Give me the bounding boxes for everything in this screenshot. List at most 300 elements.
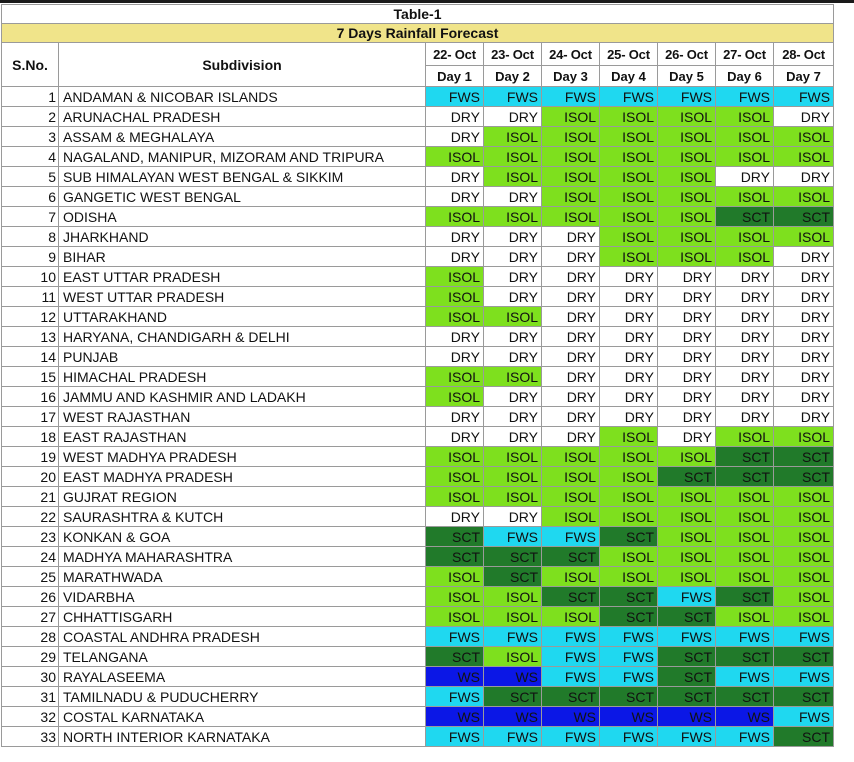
forecast-cell: DRY [600, 407, 658, 427]
forecast-cell: ISOL [426, 387, 484, 407]
forecast-cell: SCT [716, 647, 774, 667]
forecast-cell: ISOL [658, 527, 716, 547]
subdivision-name: HIMACHAL PRADESH [59, 367, 426, 387]
forecast-cell: ISOL [542, 167, 600, 187]
forecast-cell: ISOL [484, 587, 542, 607]
forecast-cell: DRY [426, 407, 484, 427]
forecast-cell: DRY [484, 187, 542, 207]
table-row [2, 167, 834, 187]
forecast-cell: ISOL [600, 167, 658, 187]
forecast-cell: SCT [542, 547, 600, 567]
subdivision-name: TELANGANA [59, 647, 426, 667]
table-row [2, 607, 834, 627]
forecast-cell: ISOL [484, 167, 542, 187]
forecast-cell: ISOL [774, 527, 834, 547]
subdivision-name: PUNJAB [59, 347, 426, 367]
forecast-cell: DRY [426, 227, 484, 247]
forecast-cell: DRY [484, 227, 542, 247]
forecast-cell: SCT [658, 667, 716, 687]
table-row [2, 587, 834, 607]
forecast-cell: FWS [542, 667, 600, 687]
forecast-cell: ISOL [658, 567, 716, 587]
subdivision-header: Subdivision [59, 43, 426, 87]
forecast-cell: ISOL [542, 187, 600, 207]
forecast-cell: ISOL [658, 167, 716, 187]
subdivision-name: EAST RAJASTHAN [59, 427, 426, 447]
subdivision-name: COSTAL KARNATAKA [59, 707, 426, 727]
forecast-cell: SCT [658, 647, 716, 667]
table-row [2, 127, 834, 147]
forecast-cell: DRY [658, 407, 716, 427]
table-row [2, 147, 834, 167]
date-header: 24- Oct [542, 43, 600, 66]
forecast-cell: ISOL [426, 207, 484, 227]
serial-number: 14 [2, 347, 59, 367]
forecast-cell: DRY [774, 307, 834, 327]
forecast-cell: DRY [484, 347, 542, 367]
table-row [2, 107, 834, 127]
subdivision-name: BIHAR [59, 247, 426, 267]
forecast-cell: FWS [774, 707, 834, 727]
table-row [2, 267, 834, 287]
serial-number: 30 [2, 667, 59, 687]
forecast-cell: ISOL [484, 607, 542, 627]
forecast-cell: SCT [600, 527, 658, 547]
table-row [2, 727, 834, 747]
forecast-cell: ISOL [600, 547, 658, 567]
forecast-cell: ISOL [426, 447, 484, 467]
forecast-cell: FWS [600, 727, 658, 747]
subtitle-row [2, 24, 834, 43]
forecast-cell: FWS [426, 687, 484, 707]
serial-number: 9 [2, 247, 59, 267]
forecast-cell: ISOL [658, 127, 716, 147]
forecast-cell: SCT [658, 687, 716, 707]
table-row [2, 307, 834, 327]
subdivision-name: WEST RAJASTHAN [59, 407, 426, 427]
subdivision-name: HARYANA, CHANDIGARH & DELHI [59, 327, 426, 347]
forecast-cell: DRY [600, 367, 658, 387]
forecast-cell: FWS [542, 627, 600, 647]
forecast-cell: ISOL [716, 147, 774, 167]
forecast-cell: FWS [600, 667, 658, 687]
forecast-cell: SCT [542, 687, 600, 707]
forecast-cell: ISOL [484, 447, 542, 467]
subdivision-name: WEST UTTAR PRADESH [59, 287, 426, 307]
table-row [2, 527, 834, 547]
serial-number: 8 [2, 227, 59, 247]
forecast-cell: FWS [484, 627, 542, 647]
forecast-cell: FWS [484, 527, 542, 547]
day-header: Day 5 [658, 66, 716, 87]
forecast-cell: ISOL [600, 107, 658, 127]
serial-number: 26 [2, 587, 59, 607]
table-row [2, 567, 834, 587]
forecast-cell: DRY [716, 407, 774, 427]
forecast-cell: DRY [774, 267, 834, 287]
forecast-cell: FWS [716, 87, 774, 107]
forecast-cell: FWS [542, 527, 600, 547]
forecast-cell: DRY [426, 167, 484, 187]
forecast-cell: SCT [716, 447, 774, 467]
forecast-cell: DRY [658, 387, 716, 407]
forecast-cell: DRY [426, 427, 484, 447]
forecast-cell: ISOL [658, 447, 716, 467]
serial-number: 27 [2, 607, 59, 627]
forecast-cell: SCT [600, 587, 658, 607]
subdivision-name: WEST MADHYA PRADESH [59, 447, 426, 467]
day-header: Day 2 [484, 66, 542, 87]
forecast-cell: DRY [774, 287, 834, 307]
forecast-cell: ISOL [426, 367, 484, 387]
date-header: 25- Oct [600, 43, 658, 66]
forecast-cell: ISOL [658, 507, 716, 527]
forecast-cell: SCT [774, 467, 834, 487]
subdivision-name: ANDAMAN & NICOBAR ISLANDS [59, 87, 426, 107]
forecast-cell: FWS [658, 87, 716, 107]
forecast-cell: SCT [716, 587, 774, 607]
forecast-cell: DRY [426, 347, 484, 367]
table-row [2, 387, 834, 407]
forecast-cell: ISOL [600, 127, 658, 147]
forecast-cell: SCT [542, 587, 600, 607]
forecast-cell: FWS [600, 627, 658, 647]
forecast-cell: DRY [658, 347, 716, 367]
forecast-cell: DRY [542, 387, 600, 407]
forecast-cell: ISOL [716, 187, 774, 207]
forecast-cell: FWS [542, 647, 600, 667]
forecast-cell: ISOL [658, 107, 716, 127]
forecast-cell: ISOL [484, 647, 542, 667]
forecast-cell: DRY [542, 307, 600, 327]
forecast-cell: SCT [426, 547, 484, 567]
serial-number: 15 [2, 367, 59, 387]
forecast-cell: ISOL [600, 247, 658, 267]
serial-number: 19 [2, 447, 59, 467]
forecast-cell: DRY [542, 367, 600, 387]
forecast-cell: FWS [658, 587, 716, 607]
forecast-cell: WS [658, 707, 716, 727]
forecast-cell: SCT [658, 607, 716, 627]
forecast-cell: DRY [600, 347, 658, 367]
day-header: Day 1 [426, 66, 484, 87]
forecast-cell: FWS [484, 87, 542, 107]
forecast-cell: WS [426, 667, 484, 687]
subdivision-name: JAMMU AND KASHMIR AND LADAKH [59, 387, 426, 407]
day-header: Day 7 [774, 66, 834, 87]
forecast-cell: ISOL [774, 607, 834, 627]
forecast-cell: DRY [716, 327, 774, 347]
forecast-cell: ISOL [426, 147, 484, 167]
forecast-cell: DRY [542, 287, 600, 307]
forecast-cell: ISOL [426, 487, 484, 507]
table-row [2, 287, 834, 307]
day-header: Day 4 [600, 66, 658, 87]
forecast-cell: ISOL [542, 147, 600, 167]
table-row [2, 627, 834, 647]
forecast-cell: FWS [542, 727, 600, 747]
forecast-cell: SCT [716, 207, 774, 227]
forecast-cell: SCT [484, 547, 542, 567]
forecast-cell: DRY [542, 407, 600, 427]
forecast-cell: SCT [774, 647, 834, 667]
forecast-cell: ISOL [774, 147, 834, 167]
forecast-cell: ISOL [600, 567, 658, 587]
forecast-cell: ISOL [716, 247, 774, 267]
table-body [2, 87, 834, 747]
forecast-cell: ISOL [774, 487, 834, 507]
table-row [2, 687, 834, 707]
forecast-cell: DRY [484, 247, 542, 267]
forecast-cell: DRY [774, 167, 834, 187]
serial-number: 24 [2, 547, 59, 567]
serial-number: 25 [2, 567, 59, 587]
serial-number: 18 [2, 427, 59, 447]
serial-number: 13 [2, 327, 59, 347]
forecast-cell: DRY [600, 267, 658, 287]
forecast-cell: ISOL [774, 227, 834, 247]
subdivision-name: SUB HIMALAYAN WEST BENGAL & SIKKIM [59, 167, 426, 187]
table-row [2, 487, 834, 507]
subdivision-name: MADHYA MAHARASHTRA [59, 547, 426, 567]
subdivision-name: ASSAM & MEGHALAYA [59, 127, 426, 147]
forecast-cell: FWS [600, 647, 658, 667]
forecast-cell: ISOL [774, 507, 834, 527]
forecast-cell: DRY [716, 387, 774, 407]
forecast-cell: ISOL [716, 567, 774, 587]
serial-number: 29 [2, 647, 59, 667]
forecast-cell: ISOL [774, 427, 834, 447]
serial-number: 31 [2, 687, 59, 707]
forecast-cell: SCT [484, 567, 542, 587]
forecast-cell: DRY [658, 287, 716, 307]
forecast-cell: ISOL [600, 447, 658, 467]
forecast-cell: ISOL [542, 127, 600, 147]
forecast-cell: DRY [658, 307, 716, 327]
forecast-cell: ISOL [716, 507, 774, 527]
forecast-cell: ISOL [658, 147, 716, 167]
forecast-cell: DRY [774, 247, 834, 267]
forecast-cell: ISOL [716, 107, 774, 127]
forecast-cell: DRY [426, 327, 484, 347]
subdivision-name: SAURASHTRA & KUTCH [59, 507, 426, 527]
forecast-cell: ISOL [716, 527, 774, 547]
serial-number: 16 [2, 387, 59, 407]
table-row [2, 647, 834, 667]
forecast-cell: ISOL [542, 107, 600, 127]
forecast-cell: ISOL [774, 567, 834, 587]
forecast-cell: DRY [542, 227, 600, 247]
forecast-cell: DRY [774, 327, 834, 347]
forecast-cell: DRY [658, 327, 716, 347]
forecast-cell: DRY [716, 367, 774, 387]
forecast-cell: ISOL [426, 587, 484, 607]
forecast-cell: ISOL [600, 187, 658, 207]
subdivision-name: MARATHWADA [59, 567, 426, 587]
forecast-cell: SCT [716, 467, 774, 487]
table-row [2, 447, 834, 467]
table-row [2, 547, 834, 567]
forecast-cell: DRY [426, 187, 484, 207]
forecast-cell: ISOL [484, 147, 542, 167]
forecast-cell: FWS [426, 627, 484, 647]
forecast-cell: FWS [426, 87, 484, 107]
forecast-cell: WS [484, 667, 542, 687]
serial-number: 2 [2, 107, 59, 127]
forecast-cell: FWS [484, 727, 542, 747]
forecast-cell: ISOL [484, 367, 542, 387]
forecast-cell: ISOL [716, 487, 774, 507]
serial-number: 21 [2, 487, 59, 507]
forecast-cell: ISOL [426, 267, 484, 287]
serial-number: 3 [2, 127, 59, 147]
serial-number: 7 [2, 207, 59, 227]
forecast-cell: ISOL [484, 467, 542, 487]
subdivision-name: TAMILNADU & PUDUCHERRY [59, 687, 426, 707]
forecast-cell: ISOL [426, 467, 484, 487]
table-row [2, 427, 834, 447]
forecast-cell: ISOL [484, 307, 542, 327]
forecast-cell: DRY [426, 507, 484, 527]
subdivision-name: UTTARAKHAND [59, 307, 426, 327]
forecast-cell: FWS [542, 87, 600, 107]
forecast-cell: WS [716, 707, 774, 727]
serial-number: 5 [2, 167, 59, 187]
forecast-cell: SCT [716, 687, 774, 707]
forecast-cell: DRY [658, 427, 716, 447]
forecast-cell: DRY [484, 107, 542, 127]
forecast-cell: ISOL [600, 207, 658, 227]
forecast-cell: ISOL [426, 287, 484, 307]
forecast-cell: FWS [716, 667, 774, 687]
forecast-cell: ISOL [716, 427, 774, 447]
forecast-cell: DRY [542, 427, 600, 447]
forecast-cell: DRY [658, 367, 716, 387]
forecast-cell: DRY [716, 347, 774, 367]
table-subtitle: 7 Days Rainfall Forecast [2, 24, 834, 43]
forecast-cell: ISOL [426, 307, 484, 327]
serial-number: 32 [2, 707, 59, 727]
forecast-cell: ISOL [426, 567, 484, 587]
forecast-cell: FWS [716, 627, 774, 647]
forecast-cell: SCT [774, 207, 834, 227]
serial-number: 22 [2, 507, 59, 527]
table-row [2, 667, 834, 687]
forecast-cell: DRY [484, 287, 542, 307]
table-row [2, 367, 834, 387]
forecast-cell: DRY [716, 287, 774, 307]
table-row [2, 327, 834, 347]
forecast-cell: ISOL [542, 207, 600, 227]
subdivision-name: NAGALAND, MANIPUR, MIZORAM AND TRIPURA [59, 147, 426, 167]
subdivision-name: COASTAL ANDHRA PRADESH [59, 627, 426, 647]
rainfall-forecast-table [1, 4, 834, 747]
serial-number: 11 [2, 287, 59, 307]
forecast-cell: WS [600, 707, 658, 727]
forecast-cell: DRY [426, 127, 484, 147]
table-row [2, 187, 834, 207]
forecast-cell: ISOL [774, 547, 834, 567]
forecast-cell: ISOL [716, 607, 774, 627]
forecast-cell: ISOL [542, 607, 600, 627]
date-header: 28- Oct [774, 43, 834, 66]
forecast-cell: FWS [774, 87, 834, 107]
serial-number: 17 [2, 407, 59, 427]
forecast-cell: SCT [600, 607, 658, 627]
forecast-cell: DRY [774, 347, 834, 367]
subdivision-name: CHHATTISGARH [59, 607, 426, 627]
forecast-cell: FWS [716, 727, 774, 747]
forecast-cell: ISOL [774, 187, 834, 207]
forecast-cell: ISOL [542, 507, 600, 527]
subdivision-name: RAYALASEEMA [59, 667, 426, 687]
forecast-cell: SCT [774, 447, 834, 467]
subdivision-name: EAST MADHYA PRADESH [59, 467, 426, 487]
forecast-cell: ISOL [658, 487, 716, 507]
forecast-cell: ISOL [426, 607, 484, 627]
serial-number: 28 [2, 627, 59, 647]
forecast-cell: ISOL [600, 147, 658, 167]
serial-number: 6 [2, 187, 59, 207]
date-header: 27- Oct [716, 43, 774, 66]
forecast-cell: ISOL [600, 467, 658, 487]
serial-number: 20 [2, 467, 59, 487]
forecast-cell: ISOL [600, 507, 658, 527]
subdivision-name: GANGETIC WEST BENGAL [59, 187, 426, 207]
forecast-cell: SCT [600, 687, 658, 707]
forecast-cell: WS [426, 707, 484, 727]
forecast-cell: ISOL [658, 187, 716, 207]
day-header: Day 3 [542, 66, 600, 87]
forecast-cell: DRY [484, 387, 542, 407]
table-row [2, 707, 834, 727]
forecast-cell: SCT [774, 687, 834, 707]
forecast-cell: DRY [774, 367, 834, 387]
day-header: Day 6 [716, 66, 774, 87]
forecast-cell: ISOL [716, 127, 774, 147]
forecast-cell: FWS [774, 667, 834, 687]
forecast-cell: SCT [774, 727, 834, 747]
forecast-cell: ISOL [484, 207, 542, 227]
forecast-cell: ISOL [716, 547, 774, 567]
forecast-cell: FWS [658, 727, 716, 747]
forecast-cell: DRY [484, 327, 542, 347]
forecast-cell: ISOL [542, 487, 600, 507]
forecast-cell: ISOL [716, 227, 774, 247]
subdivision-name: ODISHA [59, 207, 426, 227]
forecast-cell: DRY [774, 387, 834, 407]
table-row [2, 407, 834, 427]
table-row [2, 87, 834, 107]
date-header-row [2, 43, 834, 66]
forecast-cell: DRY [484, 267, 542, 287]
table-row [2, 507, 834, 527]
forecast-cell: ISOL [774, 587, 834, 607]
forecast-cell: ISOL [658, 227, 716, 247]
forecast-cell: DRY [600, 387, 658, 407]
forecast-cell: WS [484, 707, 542, 727]
forecast-cell: ISOL [542, 467, 600, 487]
forecast-cell: SCT [484, 687, 542, 707]
forecast-cell: DRY [600, 287, 658, 307]
forecast-cell: ISOL [484, 487, 542, 507]
forecast-cell: DRY [484, 407, 542, 427]
subdivision-name: EAST UTTAR PRADESH [59, 267, 426, 287]
forecast-cell: SCT [426, 527, 484, 547]
subdivision-name: ARUNACHAL PRADESH [59, 107, 426, 127]
forecast-cell: DRY [716, 267, 774, 287]
forecast-cell: DRY [716, 167, 774, 187]
